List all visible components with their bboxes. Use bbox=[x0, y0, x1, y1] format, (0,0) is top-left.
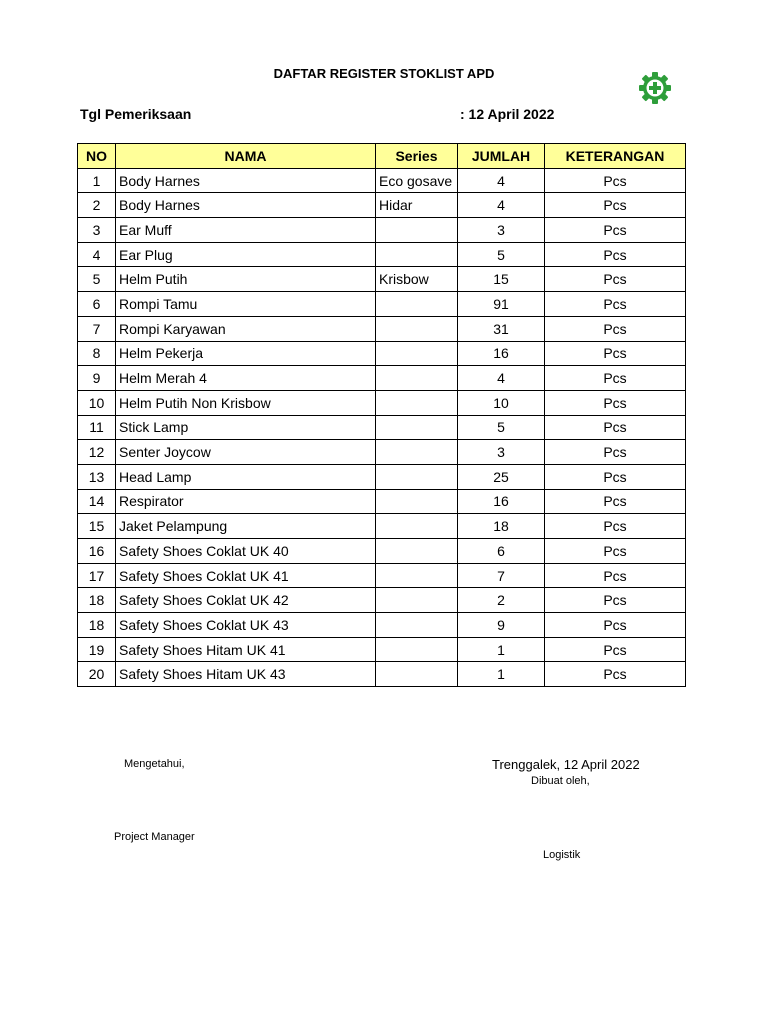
cell-no: 8 bbox=[78, 341, 116, 366]
cell-series bbox=[376, 292, 458, 317]
cell-jumlah: 91 bbox=[458, 292, 545, 317]
cell-keterangan: Pcs bbox=[545, 613, 686, 638]
table-row bbox=[78, 514, 686, 539]
cell-keterangan: Pcs bbox=[545, 415, 686, 440]
cell-no: 19 bbox=[78, 637, 116, 662]
cell-nama: Safety Shoes Coklat UK 43 bbox=[116, 613, 376, 638]
right-signature-intro: Dibuat oleh, bbox=[531, 775, 590, 787]
cell-jumlah: 16 bbox=[458, 489, 545, 514]
cell-nama: Ear Muff bbox=[116, 218, 376, 243]
table-row bbox=[78, 415, 686, 440]
cell-series bbox=[376, 563, 458, 588]
cell-jumlah: 1 bbox=[458, 637, 545, 662]
cell-nama: Respirator bbox=[116, 489, 376, 514]
cell-nama: Safety Shoes Coklat UK 42 bbox=[116, 588, 376, 613]
cell-jumlah: 3 bbox=[458, 440, 545, 465]
cell-no: 2 bbox=[78, 193, 116, 218]
cell-nama: Helm Putih Non Krisbow bbox=[116, 390, 376, 415]
cell-jumlah: 9 bbox=[458, 613, 545, 638]
cell-keterangan: Pcs bbox=[545, 637, 686, 662]
table-row bbox=[78, 588, 686, 613]
cell-no: 13 bbox=[78, 464, 116, 489]
header-jumlah: JUMLAH bbox=[458, 144, 545, 169]
table-row bbox=[78, 292, 686, 317]
cell-keterangan: Pcs bbox=[545, 588, 686, 613]
cell-keterangan: Pcs bbox=[545, 341, 686, 366]
cell-series bbox=[376, 662, 458, 687]
date-label: Tgl Pemeriksaan bbox=[80, 106, 192, 122]
cell-series bbox=[376, 613, 458, 638]
cell-series bbox=[376, 464, 458, 489]
table-row bbox=[78, 464, 686, 489]
cell-jumlah: 4 bbox=[458, 193, 545, 218]
cell-series bbox=[376, 588, 458, 613]
cell-keterangan: Pcs bbox=[545, 242, 686, 267]
table-row bbox=[78, 218, 686, 243]
cell-no: 12 bbox=[78, 440, 116, 465]
cell-jumlah: 5 bbox=[458, 415, 545, 440]
cell-nama: Body Harnes bbox=[116, 168, 376, 193]
cell-keterangan: Pcs bbox=[545, 366, 686, 391]
cell-series bbox=[376, 440, 458, 465]
table-row bbox=[78, 563, 686, 588]
cell-series bbox=[376, 316, 458, 341]
cell-jumlah: 6 bbox=[458, 539, 545, 564]
cell-jumlah: 25 bbox=[458, 464, 545, 489]
table-row bbox=[78, 242, 686, 267]
cell-series bbox=[376, 218, 458, 243]
cell-no: 5 bbox=[78, 267, 116, 292]
table-row bbox=[78, 341, 686, 366]
cell-keterangan: Pcs bbox=[545, 514, 686, 539]
table-row bbox=[78, 489, 686, 514]
cell-no: 7 bbox=[78, 316, 116, 341]
table-row bbox=[78, 440, 686, 465]
cell-keterangan: Pcs bbox=[545, 489, 686, 514]
date-value: : 12 April 2022 bbox=[460, 106, 555, 122]
cell-series bbox=[376, 341, 458, 366]
cell-series: Krisbow bbox=[376, 267, 458, 292]
cell-keterangan: Pcs bbox=[545, 218, 686, 243]
left-signature-role: Project Manager bbox=[114, 831, 195, 843]
cell-nama: Helm Putih bbox=[116, 267, 376, 292]
cell-no: 14 bbox=[78, 489, 116, 514]
cell-no: 18 bbox=[78, 588, 116, 613]
cell-jumlah: 5 bbox=[458, 242, 545, 267]
cell-nama: Safety Shoes Hitam UK 41 bbox=[116, 637, 376, 662]
cell-jumlah: 1 bbox=[458, 662, 545, 687]
cell-keterangan: Pcs bbox=[545, 193, 686, 218]
cell-series bbox=[376, 539, 458, 564]
cell-no: 10 bbox=[78, 390, 116, 415]
cell-jumlah: 4 bbox=[458, 366, 545, 391]
stock-register-table bbox=[77, 143, 686, 687]
cell-jumlah: 3 bbox=[458, 218, 545, 243]
cell-no: 18 bbox=[78, 613, 116, 638]
cell-keterangan: Pcs bbox=[545, 390, 686, 415]
table-row bbox=[78, 662, 686, 687]
cell-keterangan: Pcs bbox=[545, 440, 686, 465]
table-row bbox=[78, 613, 686, 638]
cell-no: 11 bbox=[78, 415, 116, 440]
cell-nama: Stick Lamp bbox=[116, 415, 376, 440]
header-no: NO bbox=[78, 144, 116, 169]
cell-series bbox=[376, 366, 458, 391]
cell-nama: Head Lamp bbox=[116, 464, 376, 489]
cell-nama: Ear Plug bbox=[116, 242, 376, 267]
table-row bbox=[78, 390, 686, 415]
cell-jumlah: 7 bbox=[458, 563, 545, 588]
cell-no: 16 bbox=[78, 539, 116, 564]
cell-no: 1 bbox=[78, 168, 116, 193]
cell-nama: Senter Joycow bbox=[116, 440, 376, 465]
cell-no: 3 bbox=[78, 218, 116, 243]
cell-jumlah: 18 bbox=[458, 514, 545, 539]
cell-jumlah: 15 bbox=[458, 267, 545, 292]
cell-series bbox=[376, 242, 458, 267]
cell-nama: Safety Shoes Coklat UK 41 bbox=[116, 563, 376, 588]
cell-jumlah: 4 bbox=[458, 168, 545, 193]
cell-series: Hidar bbox=[376, 193, 458, 218]
header-nama: NAMA bbox=[116, 144, 376, 169]
table-body bbox=[78, 168, 686, 686]
cell-no: 15 bbox=[78, 514, 116, 539]
cell-jumlah: 16 bbox=[458, 341, 545, 366]
cell-keterangan: Pcs bbox=[545, 316, 686, 341]
cell-no: 20 bbox=[78, 662, 116, 687]
cell-no: 6 bbox=[78, 292, 116, 317]
cell-jumlah: 2 bbox=[458, 588, 545, 613]
table-row bbox=[78, 637, 686, 662]
cell-jumlah: 31 bbox=[458, 316, 545, 341]
cell-keterangan: Pcs bbox=[545, 168, 686, 193]
table-row bbox=[78, 267, 686, 292]
cell-jumlah: 10 bbox=[458, 390, 545, 415]
right-signature-role: Logistik bbox=[543, 849, 581, 861]
cell-nama: Safety Shoes Hitam UK 43 bbox=[116, 662, 376, 687]
header-keterangan: KETERANGAN bbox=[545, 144, 686, 169]
table-row bbox=[78, 366, 686, 391]
cell-nama: Helm Pekerja bbox=[116, 341, 376, 366]
table-row bbox=[78, 539, 686, 564]
green-gear-cross-icon bbox=[639, 72, 671, 104]
cell-keterangan: Pcs bbox=[545, 267, 686, 292]
place-date: Trenggalek, 12 April 2022 bbox=[492, 757, 640, 772]
cell-series bbox=[376, 489, 458, 514]
cell-keterangan: Pcs bbox=[545, 539, 686, 564]
cell-nama: Helm Merah 4 bbox=[116, 366, 376, 391]
cell-nama: Safety Shoes Coklat UK 40 bbox=[116, 539, 376, 564]
cell-keterangan: Pcs bbox=[545, 464, 686, 489]
header-series: Series bbox=[376, 144, 458, 169]
cell-keterangan: Pcs bbox=[545, 662, 686, 687]
cell-series bbox=[376, 390, 458, 415]
cell-no: 17 bbox=[78, 563, 116, 588]
cell-nama: Rompi Karyawan bbox=[116, 316, 376, 341]
cell-series bbox=[376, 415, 458, 440]
cell-series bbox=[376, 637, 458, 662]
left-signature-intro: Mengetahui, bbox=[124, 758, 185, 770]
cell-keterangan: Pcs bbox=[545, 292, 686, 317]
cell-nama: Rompi Tamu bbox=[116, 292, 376, 317]
cell-no: 9 bbox=[78, 366, 116, 391]
table-row bbox=[78, 316, 686, 341]
cell-nama: Jaket Pelampung bbox=[116, 514, 376, 539]
table-row bbox=[78, 168, 686, 193]
document-title: DAFTAR REGISTER STOKLIST APD bbox=[273, 66, 495, 81]
cell-keterangan: Pcs bbox=[545, 563, 686, 588]
cell-nama: Body Harnes bbox=[116, 193, 376, 218]
cell-no: 4 bbox=[78, 242, 116, 267]
table-row bbox=[78, 193, 686, 218]
cell-series bbox=[376, 514, 458, 539]
table-header-row bbox=[78, 144, 686, 169]
cell-series: Eco gosave bbox=[376, 168, 458, 193]
